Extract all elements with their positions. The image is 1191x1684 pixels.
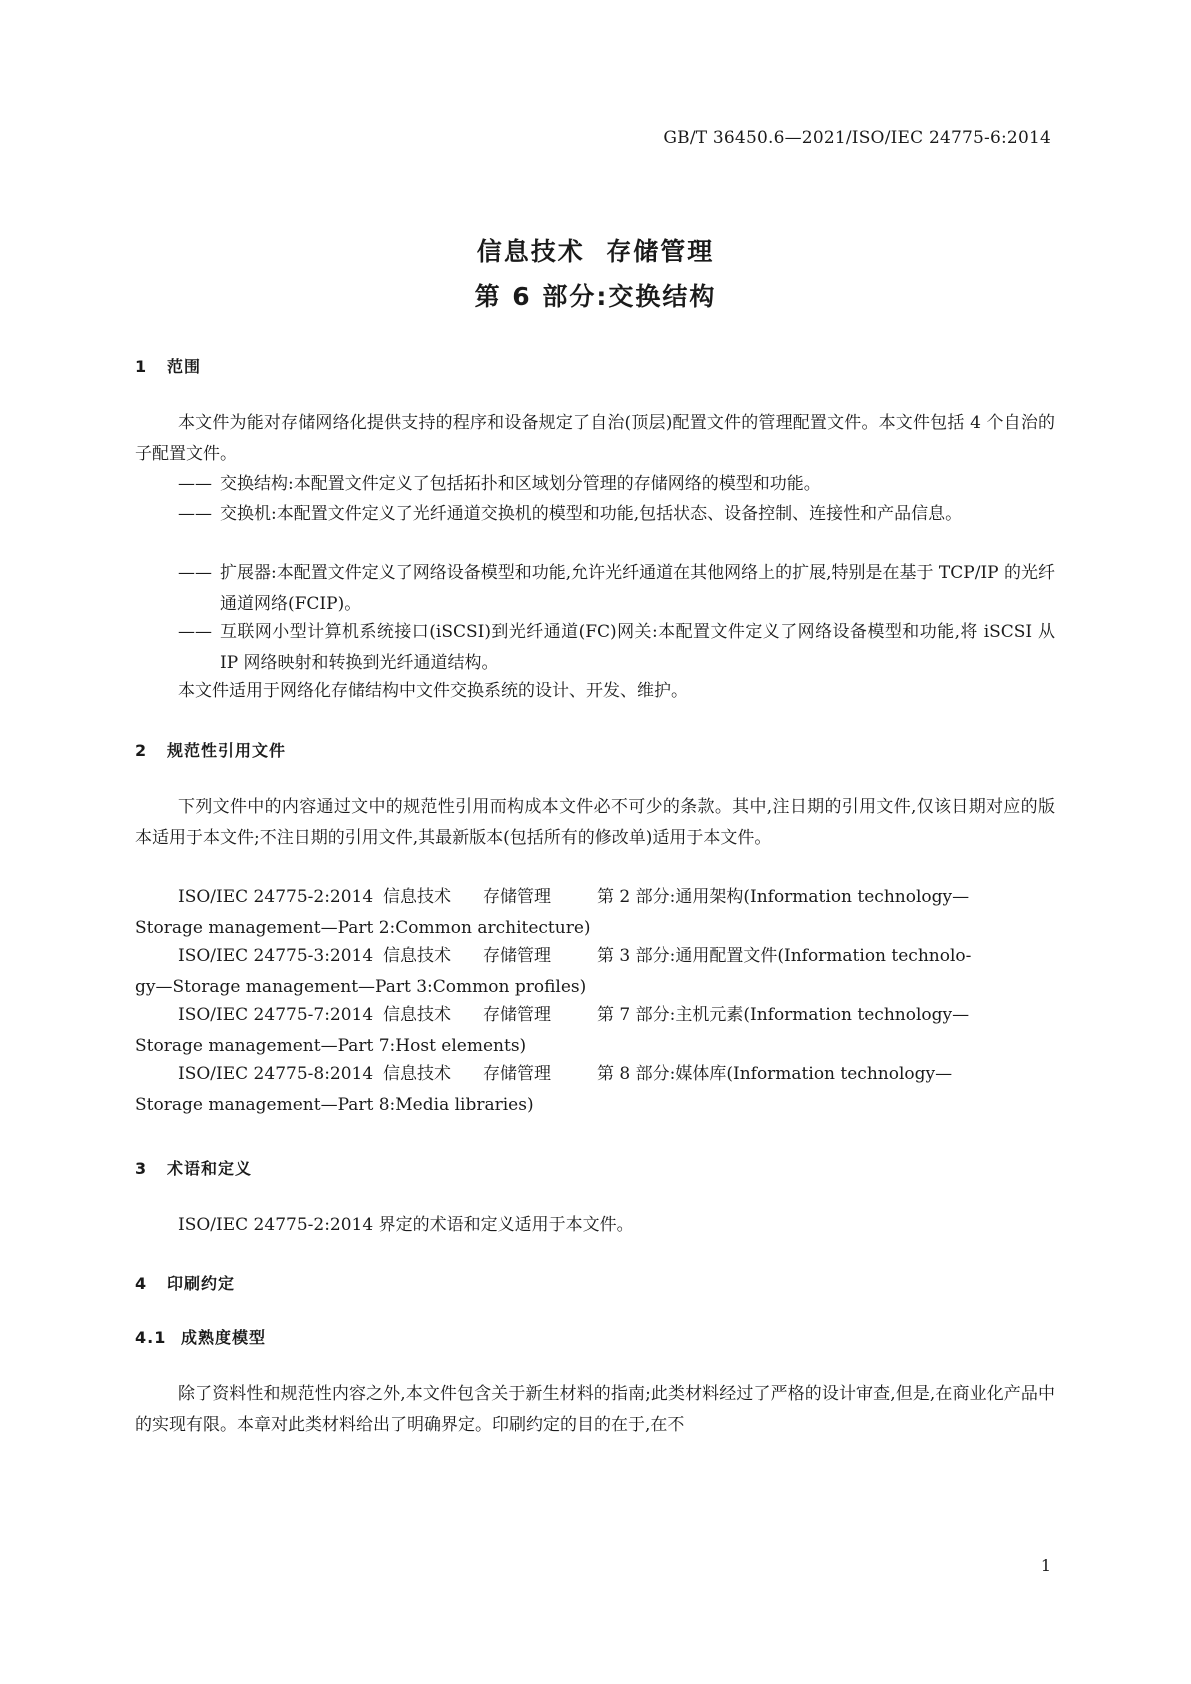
reference-item [135,882,1055,944]
section-title: 术语和定义 [167,1159,253,1178]
reference-item [135,1000,1055,1062]
ref-cn1: 信息技术 [383,1064,451,1084]
list-item [178,469,1055,500]
subsection-title: 成熟度模型 [181,1328,267,1347]
list-dash: —— [178,504,212,524]
ref-code: ISO/IEC 24775-8:2014 [178,1064,374,1084]
list-item-text: 扩展器:本配置文件定义了网络设备模型和功能,允许光纤通道在其他网络上的扩展,特别是在基于 TCP/IP 的光纤通道网络(FCIP)。 [220,563,1056,614]
list-item-text: 互联网小型计算机系统接口(iSCSI)到光纤通道(FC)网关:本配置文件定义了网络设备模型和功能,将 iSCSI 从 IP 网络映射和转换到光纤通道结构。 [220,622,1055,673]
section-number: 2 [135,741,148,760]
list-item [178,499,1055,530]
ref-part: 第 8 部分:媒体库(Information technology— [597,1064,953,1084]
page-number: 1 [1040,1556,1051,1575]
list-item-text: 交换机:本配置文件定义了光纤通道交换机的模型和功能,包括状态、设备控制、连接性和产品信息。 [220,504,963,524]
reference-item [135,941,1055,1003]
document-title-line1: 信息技术 存储管理 [476,237,715,266]
section-title: 规范性引用文件 [167,741,287,760]
ref-cn2: 存储管理 [483,887,551,907]
list-dash: —— [178,563,212,583]
ref-code: ISO/IEC 24775-7:2014 [178,1005,374,1025]
ref-continuation: gy—Storage management—Part 3:Common profiles) [135,977,587,997]
list-item [178,617,1055,679]
ref-continuation: Storage management—Part 8:Media libraries) [135,1095,534,1115]
subsection-4-1-heading [135,1325,266,1348]
ref-cn2: 存储管理 [483,1005,551,1025]
document-title-line2: 第 6 部分:交换结构 [474,282,717,311]
section-1-intro: 本文件为能对存储网络化提供支持的程序和设备规定了自治(顶层)配置文件的管理配置文件。本文件包括 4 个自治的子配置文件。 [135,413,1055,464]
ref-code: ISO/IEC 24775-3:2014 [178,946,374,966]
subsection-4-1-text: 除了资料性和规范性内容之外,本文件包含关于新生材料的指南;此类材料经过了严格的设计审查,但是,在商业化产品中的实现有限。本章对此类材料给出了明确界定。印刷约定的目的在于,在不 [135,1384,1055,1435]
reference-item [135,1059,1055,1121]
section-title: 范围 [167,357,202,376]
ref-code: ISO/IEC 24775-2:2014 [178,887,374,907]
section-3-text: ISO/IEC 24775-2:2014 界定的术语和定义适用于本文件。 [178,1215,634,1235]
ref-part: 第 2 部分:通用架构(Information technology— [597,887,970,907]
ref-part: 第 3 部分:通用配置文件(Information technolo- [597,946,972,966]
section-2-heading [135,738,286,761]
ref-cn1: 信息技术 [383,946,451,966]
ref-part: 第 7 部分:主机元素(Information technology— [597,1005,970,1025]
list-item-text: 交换结构:本配置文件定义了包括拓扑和区域划分管理的存储网络的模型和功能。 [220,474,821,494]
section-2-intro: 下列文件中的内容通过文中的规范性引用而构成本文件必不可少的条款。其中,注日期的引用文件,仅该日期对应的版本适用于本文件;不注日期的引用文件,其最新版本(包括所有的修改单)适用于本文件。 [135,797,1055,848]
list-dash: —— [178,474,212,494]
ref-cn2: 存储管理 [483,946,551,966]
subsection-number: 4.1 [135,1328,167,1347]
ref-continuation: Storage management—Part 7:Host elements) [135,1036,527,1056]
section-title: 印刷约定 [167,1274,236,1293]
ref-cn1: 信息技术 [383,887,451,907]
section-1-heading [135,354,201,377]
section-3-heading [135,1156,252,1179]
list-item [178,558,1055,620]
section-number: 4 [135,1274,148,1293]
ref-cn1: 信息技术 [383,1005,451,1025]
ref-continuation: Storage management—Part 2:Common architecture) [135,918,591,938]
section-4-heading [135,1271,235,1294]
section-1-closing: 本文件适用于网络化存储结构中文件交换系统的设计、开发、维护。 [178,681,688,701]
section-number: 3 [135,1159,148,1178]
standard-number: GB/T 36450.6—2021/ISO/IEC 24775-6:2014 [663,128,1051,148]
ref-cn2: 存储管理 [483,1064,551,1084]
list-dash: —— [178,622,212,642]
section-number: 1 [135,357,148,376]
